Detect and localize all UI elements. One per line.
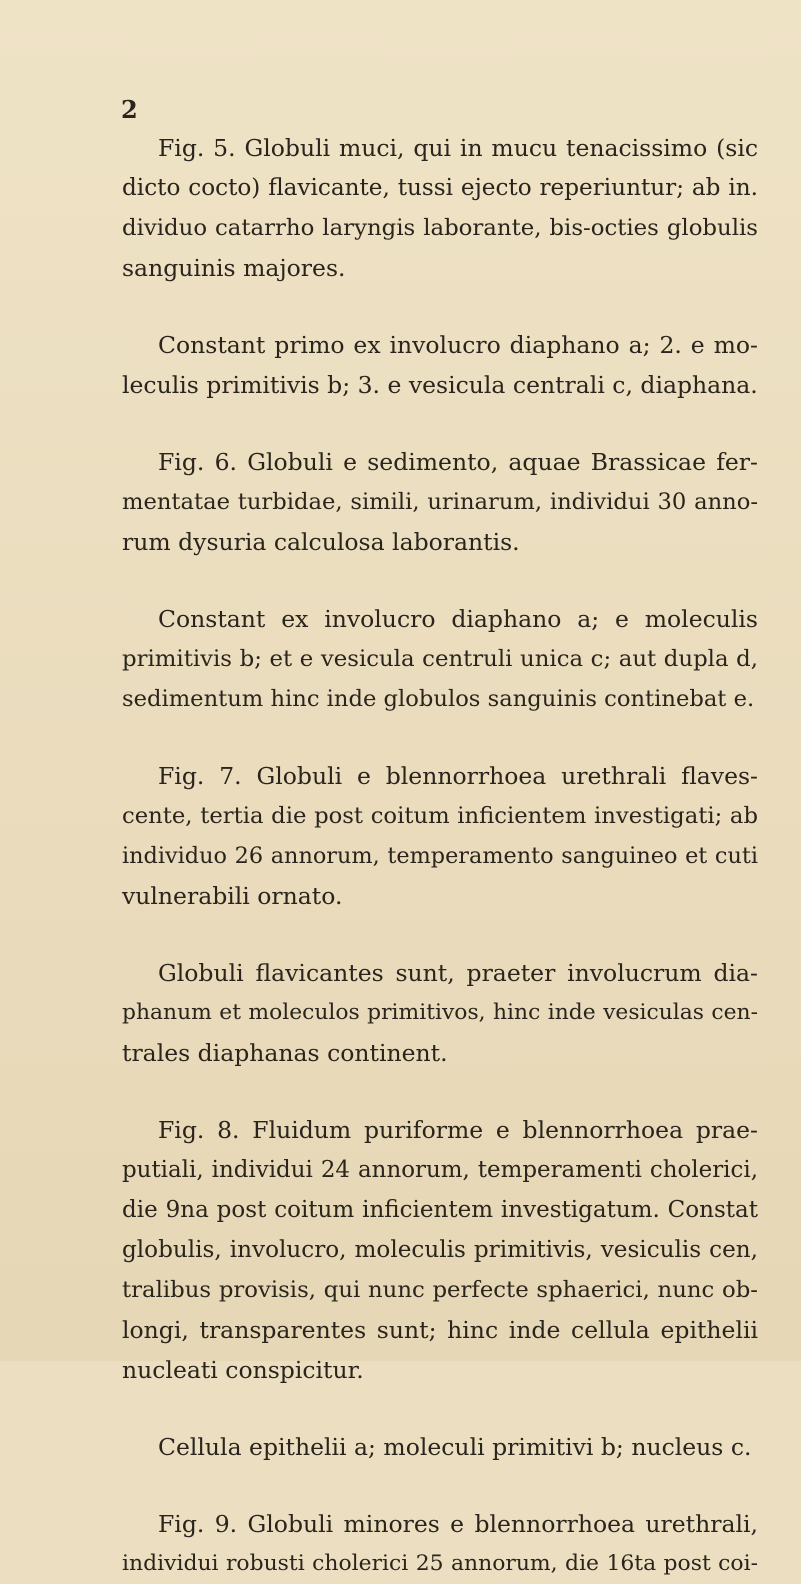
text-line: leculis primitivis b; 3. e vesicula centrali c, diaphana. xyxy=(122,371,758,399)
text-line: vulnerabili ornato. xyxy=(122,882,343,910)
text-line: sanguinis majores. xyxy=(122,254,346,282)
text-line: Constant primo ex involucro diaphano a; 2. e mo- xyxy=(158,331,758,359)
text-line: die 9na post coitum inficientem investigatum. Constat xyxy=(122,1197,758,1223)
paragraph-fig-7 xyxy=(122,756,758,916)
text-line: Cellula epithelii a; moleculi primitivi b; nucleus c. xyxy=(158,1433,752,1461)
text-line: mentatae turbidae, simili, urinarum, individui 30 anno- xyxy=(122,489,758,515)
text-line: sedimentum hinc inde globulos sanguinis continebat e. xyxy=(122,686,755,712)
text-line: dicto cocto) flavicante, tussi ejecto reperiuntur; ab in. xyxy=(122,175,758,201)
page-number: 2 xyxy=(121,95,138,124)
text-line: Fig. 5. Globuli muci, qui in mucu tenacissimo (sic xyxy=(158,134,758,162)
text-line: dividuo catarrho laryngis laborante, bis-octies globulis xyxy=(122,215,758,241)
text-line: Fig. 8. Fluidum puriforme e blennorrhoea prae- xyxy=(158,1116,758,1144)
paragraph-fig-9 xyxy=(122,1504,758,1584)
text-line: rum dysuria calculosa laborantis. xyxy=(122,528,520,556)
text-body xyxy=(122,128,758,1584)
paragraph-fig-6-description xyxy=(122,599,758,719)
paragraph-fig-5-description xyxy=(122,325,758,405)
paragraph-fig-8 xyxy=(122,1110,758,1390)
text-line: Globuli flavicantes sunt, praeter involucrum dia- xyxy=(158,959,758,987)
text-line: globulis, involucro, moleculis primitivis, vesiculis cen, xyxy=(122,1237,758,1263)
text-line: primitivis b; et e vesicula centruli unica c; aut dupla d, xyxy=(122,646,758,672)
text-line: Fig. 9. Globuli minores e blennorrhoea urethrali, xyxy=(158,1510,758,1538)
text-line: individuo 26 annorum, temperamento sanguineo et cuti xyxy=(122,843,758,869)
text-line: Fig. 7. Globuli e blennorrhoea urethrali flaves- xyxy=(158,762,758,790)
paragraph-fig-8-description xyxy=(122,1427,758,1467)
paragraph-fig-7-description xyxy=(122,953,758,1073)
text-line: phanum et moleculos primitivos, hinc inde vesiculas cen- xyxy=(122,1000,758,1025)
text-line: Fig. 6. Globuli e sedimento, aquae Brassicae fer- xyxy=(158,448,758,476)
text-line: trales diaphanas continent. xyxy=(122,1039,448,1067)
text-line: Constant ex involucro diaphano a; e moleculis xyxy=(158,605,758,633)
text-line: tralibus provisis, qui nunc perfecte sphaerici, nunc ob- xyxy=(122,1277,758,1303)
text-line: putiali, individui 24 annorum, temperamenti cholerici, xyxy=(122,1157,758,1183)
paragraph-fig-5 xyxy=(122,128,758,288)
paragraph-fig-6 xyxy=(122,442,758,562)
text-line: nucleati conspicitur. xyxy=(122,1356,364,1384)
text-line: longi, transparentes sunt; hinc inde cellula epithelii xyxy=(122,1316,758,1344)
text-line: cente, tertia die post coitum inficientem investigati; ab xyxy=(122,803,758,829)
text-line: individui robusti cholerici 25 annorum, die 16ta post coi- xyxy=(122,1551,758,1576)
